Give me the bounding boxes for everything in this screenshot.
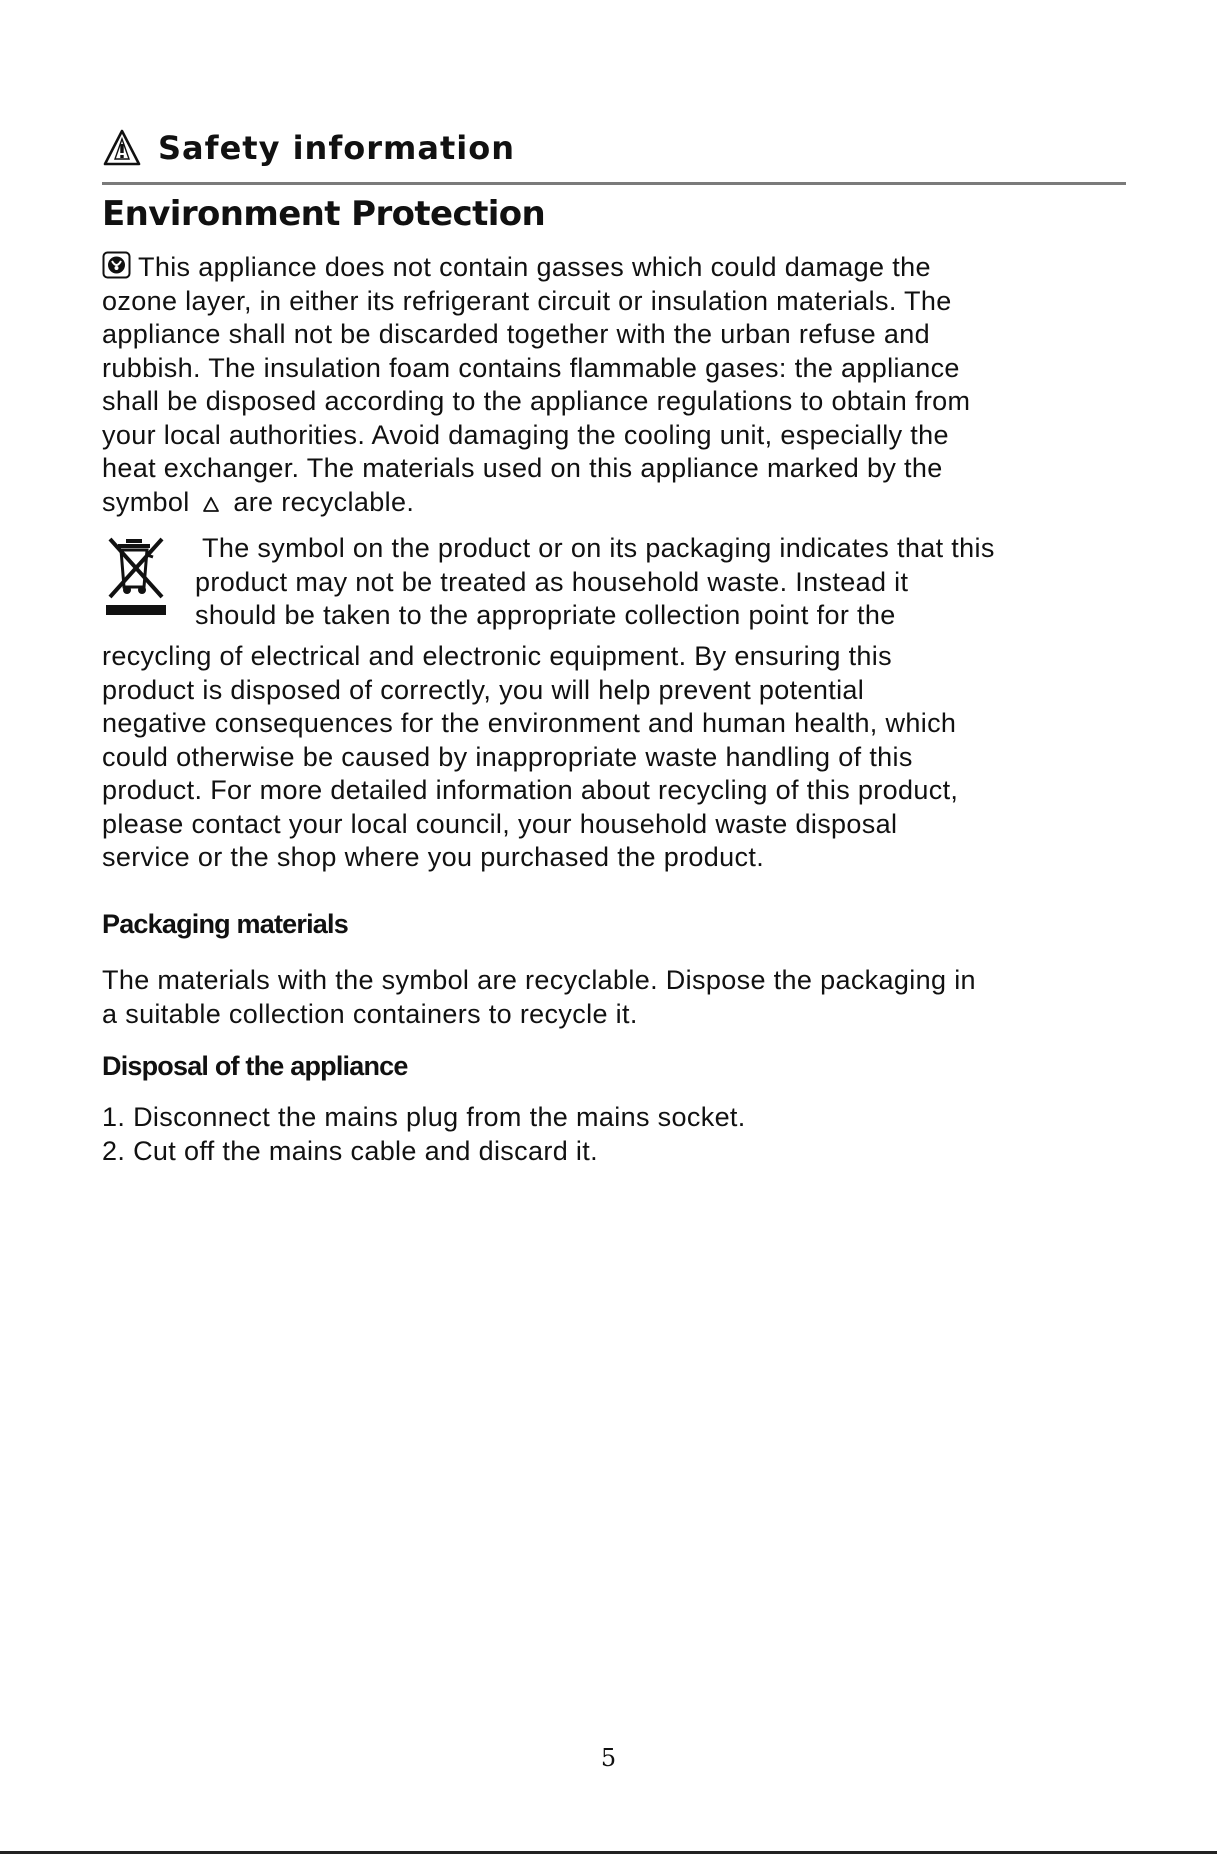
weee-line: product may not be treated as household waste. Instead it <box>195 566 909 597</box>
ozone-safe-icon <box>102 251 132 279</box>
ozone-line: ozone layer, in either its refrigerant circuit or insulation materials. The <box>102 285 952 316</box>
packaging-heading: Packaging materials <box>102 909 348 939</box>
packaging-line: The materials with the symbol are recyclable. Dispose the packaging in <box>102 965 976 995</box>
recycling-line: recycling of electrical and electronic equipment. By ensuring this <box>102 641 892 671</box>
weee-notice <box>102 532 1126 632</box>
ozone-line: appliance shall not be discarded together with the urban refuse and <box>102 319 930 349</box>
packaging-line: a suitable collection containers to recycle it. <box>102 998 638 1029</box>
recycling-line: product. For more detailed information about recycling of this product, <box>102 775 959 805</box>
weee-line: The symbol on the product or on its packaging indicates that this <box>202 533 995 563</box>
crossed-out-wheelie-bin-icon <box>104 535 174 617</box>
disposal-step: 2. Cut off the mains cable and discard it. <box>102 1135 598 1166</box>
ozone-line: rubbish. The insulation foam contains flammable gases: the appliance <box>102 352 960 383</box>
section-header <box>102 128 1126 168</box>
recycling-line: product is disposed of correctly, you will help prevent potential <box>102 674 865 705</box>
section-title: Safety information <box>158 129 515 167</box>
recycle-icon <box>201 496 221 514</box>
disposal-heading: Disposal of the appliance <box>102 1051 408 1081</box>
header-divider <box>102 182 1126 185</box>
recycling-line: please contact your local council, your household waste disposal <box>102 808 898 839</box>
recycling-line: negative consequences for the environment and human health, which <box>102 708 957 738</box>
warning-triangle-icon <box>102 128 142 168</box>
weee-line: should be taken to the appropriate collection point for the <box>195 600 896 630</box>
ozone-line: heat exchanger. The materials used on this appliance marked by the <box>102 453 943 483</box>
disposal-steps <box>102 1101 1126 1168</box>
ozone-line: This appliance does not contain gasses which could damage the <box>102 251 1126 285</box>
ozone-paragraph <box>102 251 1126 519</box>
environment-heading: Environment Protection <box>102 194 546 234</box>
ozone-line: shall be disposed according to the appliance regulations to obtain from <box>102 386 971 416</box>
ozone-line: symbol are recyclable. <box>102 486 415 517</box>
recycling-line: could otherwise be caused by inappropriate waste handling of this <box>102 741 913 772</box>
weee-text <box>195 532 1135 633</box>
recycling-line: service or the shop where you purchased the product. <box>102 842 765 872</box>
disposal-step: 1. Disconnect the mains plug from the mains socket. <box>102 1102 746 1132</box>
packaging-paragraph <box>102 964 1126 1031</box>
recycling-paragraph <box>102 640 1126 875</box>
page-number: 5 <box>600 1744 617 1772</box>
ozone-line: your local authorities. Avoid damaging the cooling unit, especially the <box>102 419 949 450</box>
